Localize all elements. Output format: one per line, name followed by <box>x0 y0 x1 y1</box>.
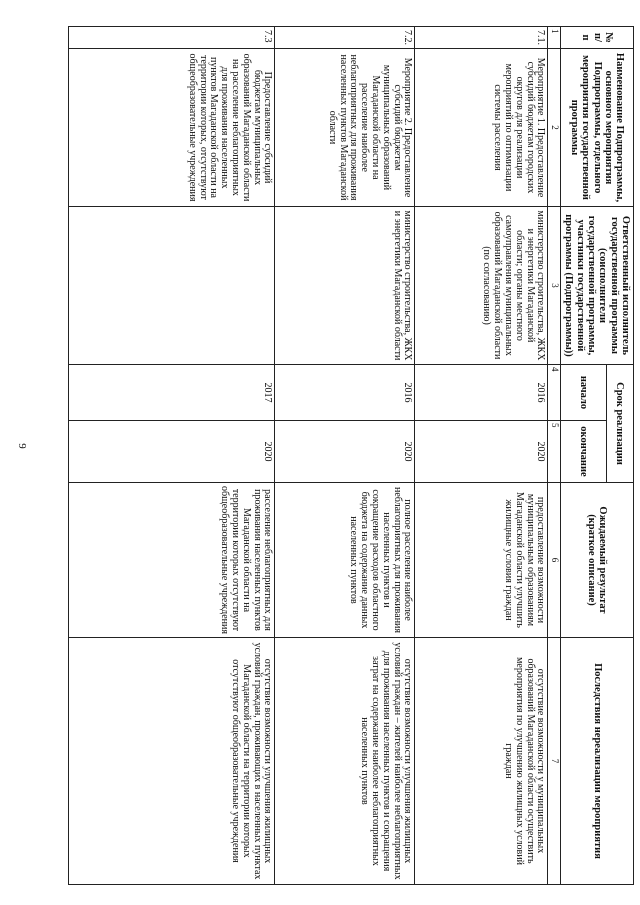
header-start: начало <box>561 365 607 421</box>
row-executor: министерство строительства, ЖКХ и энергетики Магаданской области <box>275 207 415 365</box>
row-result: полное расселение наиболее неблагоприятных для проживания населенных пунктов и сокращение расходов областного бюджета на содержание данных населенных пунктов <box>275 483 415 638</box>
row-consequences: отсутствие возможности улучшения жилищных условий граждан, проживающих в населенных пунктах Магаданской области на территории которых отсутствуют общеобразовательные учреждения <box>69 638 275 885</box>
row-end: 2020 <box>69 421 275 483</box>
row-end: 2020 <box>415 421 548 483</box>
header-executor: Ответственный исполнитель государственной программы (соисполнители государственной программы, участники государственной программы (Подпрограммы)) <box>561 207 634 365</box>
column-number: 7 <box>548 638 561 885</box>
rotated-table-sheet <box>78 26 634 884</box>
row-result: расселение неблагоприятных для проживания населенных пунктов Магаданской области на территории которых отсутствуют общеобразовательные учреждения <box>69 483 275 638</box>
table-row <box>415 27 548 885</box>
row-consequences: отсутствие возможности улучшения жилищных условий граждан – жителей наиболее неблагоприятных для проживания населенных пунктов и сокращения затрат на содержание наиболее неблагоприятных населенных пунктов <box>275 638 415 885</box>
table-row <box>69 27 275 885</box>
column-number: 6 <box>548 483 561 638</box>
header-num: № п/п <box>561 27 634 49</box>
row-num: 7.2. <box>275 27 415 49</box>
row-start: 2017 <box>69 365 275 421</box>
column-number: 5 <box>548 421 561 483</box>
row-num: 7.1. <box>415 27 548 49</box>
row-executor: министерство строительства, ЖКХ и энергетики Магаданской области; органы местного самоуправления муниципальных образований Магаданской области (по согласованию) <box>415 207 548 365</box>
header-term: Срок реализации <box>606 365 633 483</box>
measures-table <box>68 26 634 885</box>
row-name: Предоставление субсидий бюджетам муниципальных образований Магаданской области на расселение неблагоприятных для проживания населенных пунктов Магаданской области на территории которых, отсутствуют общеобразовательные учреждения <box>69 49 275 207</box>
row-result: предоставление возможности муниципальным образованиям Магаданской области улучшить жилищные условия граждан <box>415 483 548 638</box>
row-start: 2016 <box>275 365 415 421</box>
header-result: Ожидаемый результат (краткое описание) <box>561 483 634 638</box>
row-end: 2020 <box>275 421 415 483</box>
header-name: Наименование Подпрограммы, основного мероприятия Подпрограммы, отдельного мероприятия государственной программы <box>561 49 634 207</box>
header-consequences: Последствия нереализации мероприятия <box>561 638 634 885</box>
row-num: 7.3 <box>69 27 275 49</box>
column-number: 4 <box>548 365 561 421</box>
row-executor <box>69 207 275 365</box>
column-number: 2 <box>548 49 561 207</box>
header-end: окончание <box>561 421 607 483</box>
page-number: 9 <box>16 443 28 449</box>
row-name: Мероприятие 1. Предоставление субсидий бюджетам городских округов для реализации мероприятий по оптимизации системы расселения <box>415 49 548 207</box>
table-row <box>275 27 415 885</box>
row-consequences: отсутствие возможности у муниципальных образований Магаданской области осуществить мероприятия по улучшению жилищных условий граждан <box>415 638 548 885</box>
column-number: 3 <box>548 207 561 365</box>
row-start: 2016 <box>415 365 548 421</box>
row-name: Мероприятие 2. Предоставление субсидий бюджетам муниципальных образований Магаданской области на расселение наиболее неблагоприятных для проживания населенных пунктов Магаданской области <box>275 49 415 207</box>
column-number: 1 <box>548 27 561 49</box>
